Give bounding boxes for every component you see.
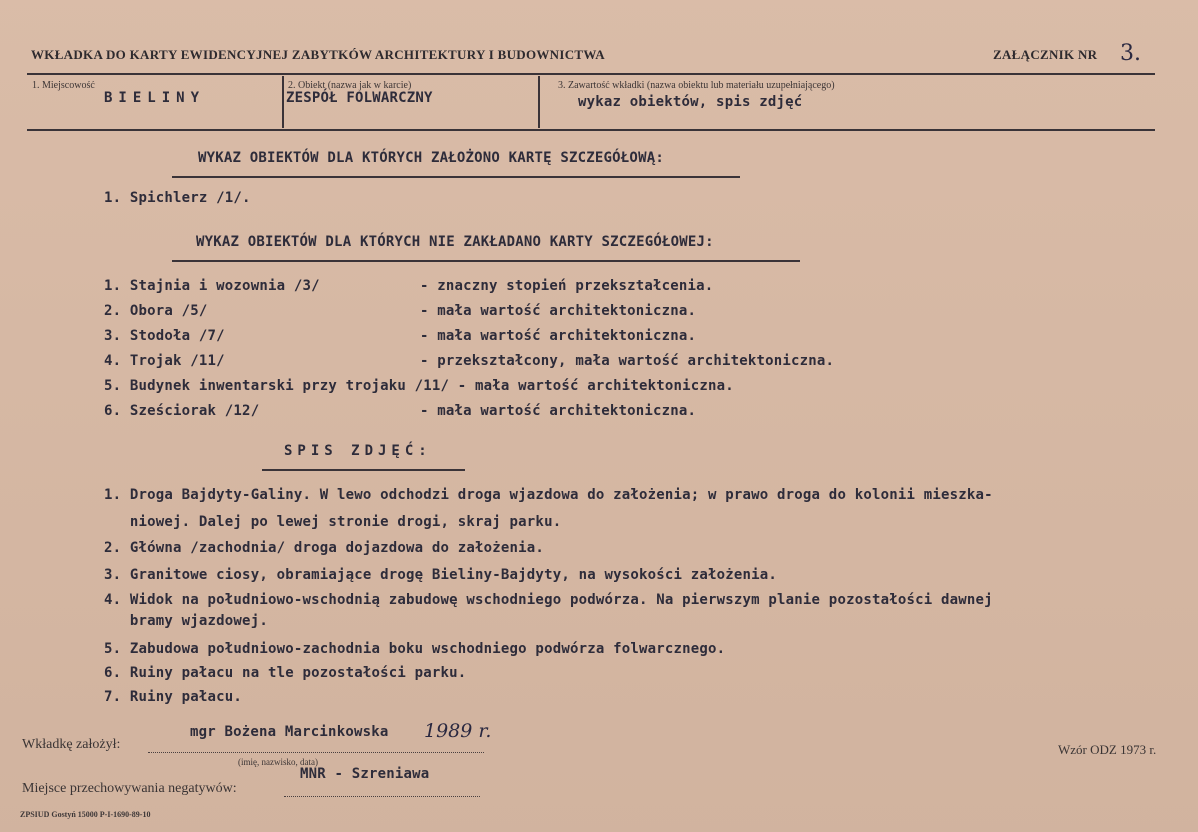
author-caption: (imię, nazwisko, data)	[238, 757, 318, 767]
photo-list-line: 5. Zabudowa południowo-zachodnia boku wschodniego podwórza folwarcznego.	[104, 641, 726, 657]
object-item-note: - mała wartość architektoniczna.	[420, 328, 697, 344]
object-item-note: - mała wartość architektoniczna.	[420, 303, 697, 319]
section3-underline	[262, 469, 465, 471]
photo-list-line: 1. Droga Bajdyty-Galiny. W lewo odchodzi droga wjazdowa do założenia; w prawo droga do kolonii mieszka-	[104, 487, 993, 503]
field-divider-2	[538, 76, 540, 128]
contents-value: wykaz obiektów, spis zdjęć	[578, 94, 803, 110]
photo-list-line: 7. Ruiny pałacu.	[104, 689, 243, 705]
object-item-note: - przekształcony, mała wartość architektoniczna.	[420, 353, 835, 369]
section1-item: 1. Spichlerz /1/.	[104, 190, 251, 206]
author-label: Wkładkę założył:	[22, 737, 121, 752]
object-item-note: - znaczny stopień przekształcenia.	[420, 278, 714, 294]
photo-list-line: 2. Główna /zachodnia/ droga dojazdowa do założenia.	[104, 540, 545, 556]
photo-list-line: 3. Granitowe ciosy, obramiające drogę Bieliny-Bajdyty, na wysokości założenia.	[104, 567, 778, 583]
section2-underline	[172, 260, 800, 262]
object-item-note: - mała wartość architektoniczna.	[420, 403, 697, 419]
author-value: mgr Bożena Marcinkowska	[190, 724, 389, 740]
photo-list-line: 6. Ruiny pałacu na tle pozostałości parku.	[104, 665, 467, 681]
object-label: 2. Obiekt (nazwa jak w karcie)	[288, 80, 412, 91]
photo-list-line: niowej. Dalej po lewej stronie drogi, skraj parku.	[104, 514, 562, 530]
photo-list-line: bramy wjazdowej.	[104, 613, 268, 629]
negatives-value: MNR - Szreniawa	[300, 766, 430, 782]
section2-heading: WYKAZ OBIEKTÓW DLA KTÓRYCH NIE ZAKŁADANO KARTY SZCZEGÓŁOWEJ:	[196, 234, 714, 250]
object-item-name: 3. Stodoła /7/	[104, 328, 225, 344]
negatives-label: Miejsce przechowywania negatywów:	[22, 781, 237, 796]
object-item-name: 4. Trojak /11/	[104, 353, 225, 369]
photo-list-line: 4. Widok na południowo-wschodnią zabudowę wschodniego podwórza. Na pierwszym planie pozostałości dawnej	[104, 592, 993, 608]
form-model: Wzór ODZ 1973 r.	[1058, 742, 1157, 757]
handwritten-date: 1989 r.	[424, 720, 492, 742]
contents-label: 3. Zawartość wkładki (nazwa obiektu lub materiału uzupełniającego)	[558, 80, 835, 91]
attachment-label: ZAŁĄCZNIK NR	[993, 47, 1098, 62]
attachment-number: 3.	[1120, 41, 1141, 66]
negatives-dotted-line	[284, 796, 480, 797]
locality-value: BIELINY	[104, 90, 206, 106]
field-divider-1	[282, 76, 284, 128]
author-dotted-line	[148, 752, 484, 753]
header-top-rule	[27, 73, 1155, 75]
object-item-name: 6. Sześciorak /12/	[104, 403, 260, 419]
object-item-name: 2. Obora /5/	[104, 303, 208, 319]
object-value: ZESPÓŁ FOLWARCZNY	[286, 90, 433, 106]
object-item-name: 1. Stajnia i wozownia /3/	[104, 278, 320, 294]
printer-imprint: ZPSIUD Gostyń 15000 P-I-1690-89-10	[20, 810, 151, 819]
section1-heading: WYKAZ OBIEKTÓW DLA KTÓRYCH ZAŁOŻONO KARTĘ SZCZEGÓŁOWĄ:	[198, 150, 664, 166]
document-title: WKŁADKA DO KARTY EWIDENCYJNEJ ZABYTKÓW ARCHITEKTURY I BUDOWNICTWA	[31, 47, 605, 62]
section3-heading: SPIS ZDJĘĆ:	[284, 443, 432, 459]
section1-underline	[172, 176, 740, 178]
header-bottom-rule	[27, 129, 1155, 131]
object-item-name: 5. Budynek inwentarski przy trojaku /11/ - mała wartość architektoniczna.	[104, 378, 734, 394]
locality-label: 1. Miejscowość	[32, 80, 95, 91]
